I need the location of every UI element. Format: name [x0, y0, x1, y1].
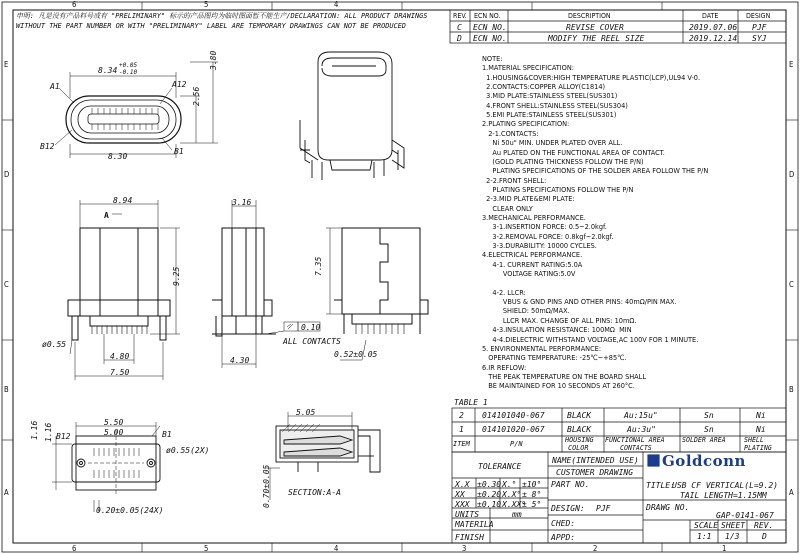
warning-line-2: WITHOUT THE PART NUMBER OR WITH "PRELIMINARY" LABEL ARE TEMPORARY DRAWINGS CAN NOT BE PRODUCED: [16, 22, 406, 30]
pin-label-a1: A1: [50, 82, 60, 91]
zone-row-E-left: E: [4, 60, 9, 69]
pin-label-b1: B1: [174, 147, 184, 156]
dim-front-height: 9.25: [172, 266, 181, 286]
fp-label-b12: B12: [56, 432, 71, 441]
parts-header-shell-b: PLATING: [744, 444, 772, 452]
drawing-no: GAP-0141-067: [716, 511, 774, 520]
note-line: VBUS & GND PINS AND OTHER PINS: 40mΩ/PIN MAX.: [482, 297, 677, 307]
drawing-no-label: DRAWG NO.: [646, 503, 690, 512]
note-line: 4-1. CURRENT RATING:5.0A: [482, 259, 583, 269]
note-line: CLEAR ONLY: [482, 203, 533, 213]
design-value: PJF: [596, 504, 611, 513]
zone-col-6-bottom: 6: [72, 544, 77, 553]
zone-row-D-left: D: [4, 170, 10, 179]
dim-bottom-width: 8.30: [108, 152, 128, 161]
rev-label: REV.: [754, 521, 774, 530]
parts-row-1-func: Au:3u": [627, 425, 656, 434]
zone-col-1-bottom: 1: [722, 544, 727, 553]
customer-drawing: CUSTOMER DRAWING: [556, 468, 634, 477]
parts-row-2-item: 2: [459, 411, 464, 420]
note-line: 1.MATERIAL SPECIFICATION:: [482, 63, 574, 73]
dim-fp-top: 5.50: [104, 418, 124, 427]
dim-side-width: 3.16: [232, 198, 252, 207]
note-line: 2-1.CONTACTS:: [482, 128, 539, 138]
scale-label: SCALE: [694, 521, 719, 530]
note-line: 5.EMI PLATE:STAINLESS STEEL(SUS301): [482, 110, 617, 120]
note-line: THE PEAK TEMPERATURE ON THE BOARD SHALL: [482, 371, 646, 381]
note-line: PLATING SPECIFICATIONS OF THE SOLDER AREA FOLLOW THE P/N: [482, 166, 709, 176]
note-line: 2.CONTACTS:COPPER ALLOY(C1814): [482, 82, 606, 92]
dim-flatness-label: ALL CONTACTS: [283, 337, 341, 346]
dim-front-base: 7.50: [110, 368, 130, 377]
rev-header-design: DESIGN: [746, 12, 771, 20]
note-line: SHIELD: 50mΩ/MAX.: [482, 306, 570, 316]
rev-row-d-desc: MODIFY THE REEL SIZE: [548, 34, 645, 43]
approved-label: APPD:: [551, 533, 576, 542]
zone-col-3-bottom: 3: [462, 544, 467, 553]
parts-table-title: TABLE 1: [454, 398, 488, 407]
parts-row-1-solder: Sn: [704, 425, 714, 434]
zone-row-B-right: B: [789, 385, 794, 394]
parts-row-2-shell: Ni: [756, 411, 766, 420]
zone-col-5-bottom: 5: [204, 544, 209, 553]
note-line: 4.FRONT SHELL:STAINLESS STEEL(SUS304): [482, 100, 628, 110]
dim-top-tol-plus: +0.05: [119, 62, 138, 69]
zone-col-4-bottom: 4: [334, 544, 339, 553]
note-line: 4.ELECTRICAL PERFORMANCE.: [482, 250, 583, 260]
dim-fp-mid: 5.00: [104, 428, 124, 437]
rev-row-c-rev: C: [457, 23, 462, 32]
rev-row-c-date: 2019.07.06: [689, 23, 738, 32]
zone-row-C-left: C: [4, 280, 9, 289]
tol-row-3-lin: XXX: [455, 500, 470, 509]
zone-row-A-left: A: [4, 488, 9, 497]
dim-section-width: 5.05: [296, 408, 316, 417]
note-line: 2-2.FRONT SHELL:: [482, 175, 547, 185]
note-line: 4-3.INSULATION RESISTANCE: 100MΩ MIN: [482, 325, 632, 335]
rev-header-date: DATE: [702, 12, 719, 20]
dim-height-b: 3.80: [209, 50, 218, 70]
parts-header-shell-a: SHELL: [744, 436, 764, 444]
note-line: OPERATING TEMPERATURE: -25℃~+85℃.: [482, 353, 627, 363]
note-line: LLCR MAX. CHANGE OF ALL PINS: 10mΩ.: [482, 315, 637, 325]
rev-row-d-design: SYJ: [752, 34, 767, 43]
rev-header-desc: DESCRIPTION: [568, 12, 611, 20]
logo-mark: [648, 455, 659, 466]
zone-row-C-right: C: [789, 280, 794, 289]
dim-top-width: 8.34: [98, 66, 118, 75]
units-label: UNITS: [455, 510, 480, 519]
note-line: 3-1.INSERTION FORCE: 0.5~2.0kgf.: [482, 222, 607, 232]
note-line: Ni 50u" MIN. UNDER PLATED OVER ALL.: [482, 138, 623, 148]
note-line: 3-3.DURABILITY: 10000 CYCLES.: [482, 241, 597, 250]
zone-col-4-top: 4: [334, 0, 339, 9]
dim-rear-pitch: 0.52±0.05: [334, 350, 378, 359]
tol-row-3-ang: X.XX°: [502, 500, 527, 509]
parts-header-item: ITEM: [453, 440, 470, 448]
parts-row-1-pn: 014101020-067: [482, 425, 545, 434]
parts-row-2-pn: 014101040-067: [482, 411, 545, 420]
material-label: MATERILA: [455, 520, 494, 529]
note-line: 6.IR REFLOW:: [482, 362, 527, 372]
sheet-label: SHEET: [721, 521, 746, 530]
tol-row-2-ang-t: ± 8°: [522, 490, 542, 499]
tolerance-label: TOLERANCE: [478, 462, 522, 471]
parts-row-2-func: Au:15u": [624, 411, 658, 420]
tol-row-1-lin-t: ±0.30: [477, 480, 502, 489]
rev-row-c-ecn: ECN NO.: [473, 23, 507, 32]
note-line: BE MAINTAINED FOR 10 SECONDS AT 260°C.: [482, 381, 635, 391]
parts-row-1-shell: Ni: [756, 425, 766, 434]
scale-value: 1:1: [697, 532, 712, 541]
note-line: 4-4.DIELECTRIC WITHSTAND VOLTAGE,AC 100V FOR 1 MINUTE.: [482, 334, 699, 344]
rev-row-d-date: 2019.12.14: [689, 34, 738, 43]
brand-logo: Goldconn: [662, 452, 746, 470]
rev-header-rev: REV.: [453, 12, 467, 20]
finish-label: FINISH: [455, 533, 484, 542]
zone-col-6-top: 6: [72, 0, 77, 9]
zone-col-2-bottom: 2: [593, 544, 598, 553]
name-label: NAME(INTENDED USE): [552, 456, 639, 465]
tol-row-2-lin: XX: [455, 490, 465, 499]
zone-row-D-right: D: [789, 170, 795, 179]
tol-row-1-ang: X.°: [502, 480, 517, 489]
parts-header-color-a: HOUSING: [565, 436, 594, 444]
tol-row-1-lin: X.X: [455, 480, 470, 489]
pin-label-b12: B12: [40, 142, 55, 151]
note-line: NOTE:: [482, 54, 503, 63]
dim-fp-hole: ø0.55(2X): [166, 446, 210, 455]
note-line: 2-3.MID PLATE&EMI PLATE:: [482, 194, 575, 204]
design-label: DESIGN:: [551, 504, 585, 513]
dim-section-height: 0.70±0.05: [262, 464, 271, 508]
title-line-1: USB CF VERTICAL(L=9.2): [672, 481, 778, 490]
zone-col-5-top: 5: [204, 0, 209, 9]
part-no-label: PART NO.: [551, 480, 590, 489]
dim-fp-left-b: 1.16: [44, 422, 53, 442]
zone-row-A-right: A: [789, 488, 794, 497]
tol-row-3-ang-t: ± 5°: [522, 500, 542, 509]
note-line: 1.HOUSING&COVER:HIGH TEMPERATURE PLASTIC(LCP),UL94 V-0.: [482, 72, 701, 82]
note-line: 4-2. LLCR:: [482, 287, 526, 297]
tol-row-2-lin-t: ±0.20: [477, 490, 502, 499]
parts-row-2-color: BLACK: [567, 411, 592, 420]
dim-side-len: 4.30: [230, 356, 250, 365]
tol-row-1-ang-t: ±10°: [522, 480, 542, 489]
note-line: 3.MECHANICAL PERFORMANCE.: [482, 212, 586, 222]
units-value: mm: [512, 510, 522, 519]
note-line: Au PLATED ON THE FUNCTIONAL AREA OF CONTACT.: [482, 147, 665, 157]
tol-row-2-ang: X.X°: [502, 490, 522, 499]
title-line-2: TAIL LENGTH=1.15MM: [680, 491, 767, 500]
rev-row-c-desc: REVISE COVER: [566, 23, 624, 32]
pin-label-a12: A12: [172, 80, 187, 89]
parts-header-pn: P/N: [510, 440, 523, 448]
parts-row-2-solder: Sn: [704, 411, 714, 420]
parts-header-func-a: FUNCTIONAL AREA: [605, 436, 665, 444]
fp-label-b1: B1: [162, 430, 172, 439]
sheet-value: 1/3: [725, 532, 740, 541]
note-line: 5. ENVIRONMENTAL PERFORMANCE:: [482, 343, 602, 353]
dim-fp-left-a: 1.16: [30, 420, 39, 440]
rev-row-c-design: PJF: [752, 23, 767, 32]
dim-top-tol-minus: -0.10: [119, 69, 138, 76]
note-line: PLATING SPECIFICATIONS FOLLOW THE P/N: [482, 184, 634, 194]
dim-front-pin-span: 4.80: [110, 352, 130, 361]
rev-row-d-rev: D: [457, 34, 462, 43]
section-marker-a: A: [104, 211, 109, 220]
note-line: VOLTAGE RATING:5.0V: [482, 269, 576, 279]
parts-row-1-color: BLACK: [567, 425, 592, 434]
section-label: SECTION:A-A: [288, 488, 341, 497]
parts-header-func-b: CONTACTS: [620, 444, 652, 452]
zone-row-B-left: B: [4, 385, 9, 394]
zone-row-E-right: E: [789, 60, 794, 69]
dim-rear-height: 7.35: [314, 256, 323, 276]
rev-row-d-ecn: ECN NO.: [473, 34, 507, 43]
checked-label: CHED:: [551, 519, 576, 528]
dim-front-width: 8.94: [113, 196, 133, 205]
note-line: 3-2.REMOVAL FORCE: 0.8kgf~2.0kgf.: [482, 231, 614, 241]
parts-header-solder: SOLDER AREA: [682, 436, 726, 444]
rev-header-ecn: ECN NO.: [474, 12, 501, 20]
note-line: (GOLD PLATING THICKNESS FOLLOW THE P/N): [482, 156, 644, 166]
rev-value: D: [762, 532, 767, 541]
parts-row-1-item: 1: [459, 425, 464, 434]
dim-height-a: 2.56: [192, 86, 201, 106]
dim-pin-dia: ø0.55: [42, 340, 67, 349]
note-line: 3.MID PLATE:STAINLESS STEEL(SUS301): [482, 91, 618, 101]
note-line: 2.PLATING SPECIFICATION:: [482, 119, 570, 129]
warning-line-1: 申明: 凡是没有产品料号或有 "PRELIMINARY" 标示的产品图均为临时图面暂不能生产/DECLARATION: ALL PRODUCT DRAWINGS: [16, 12, 428, 20]
dim-fp-pad: 0.20±0.05(24X): [96, 506, 164, 515]
dim-flatness: 0.10: [301, 323, 321, 332]
tol-row-3-lin-t: ±0.10: [477, 500, 502, 509]
parts-header-color-b: COLOR: [568, 444, 589, 452]
title-prefix: TITLE:: [646, 481, 675, 490]
